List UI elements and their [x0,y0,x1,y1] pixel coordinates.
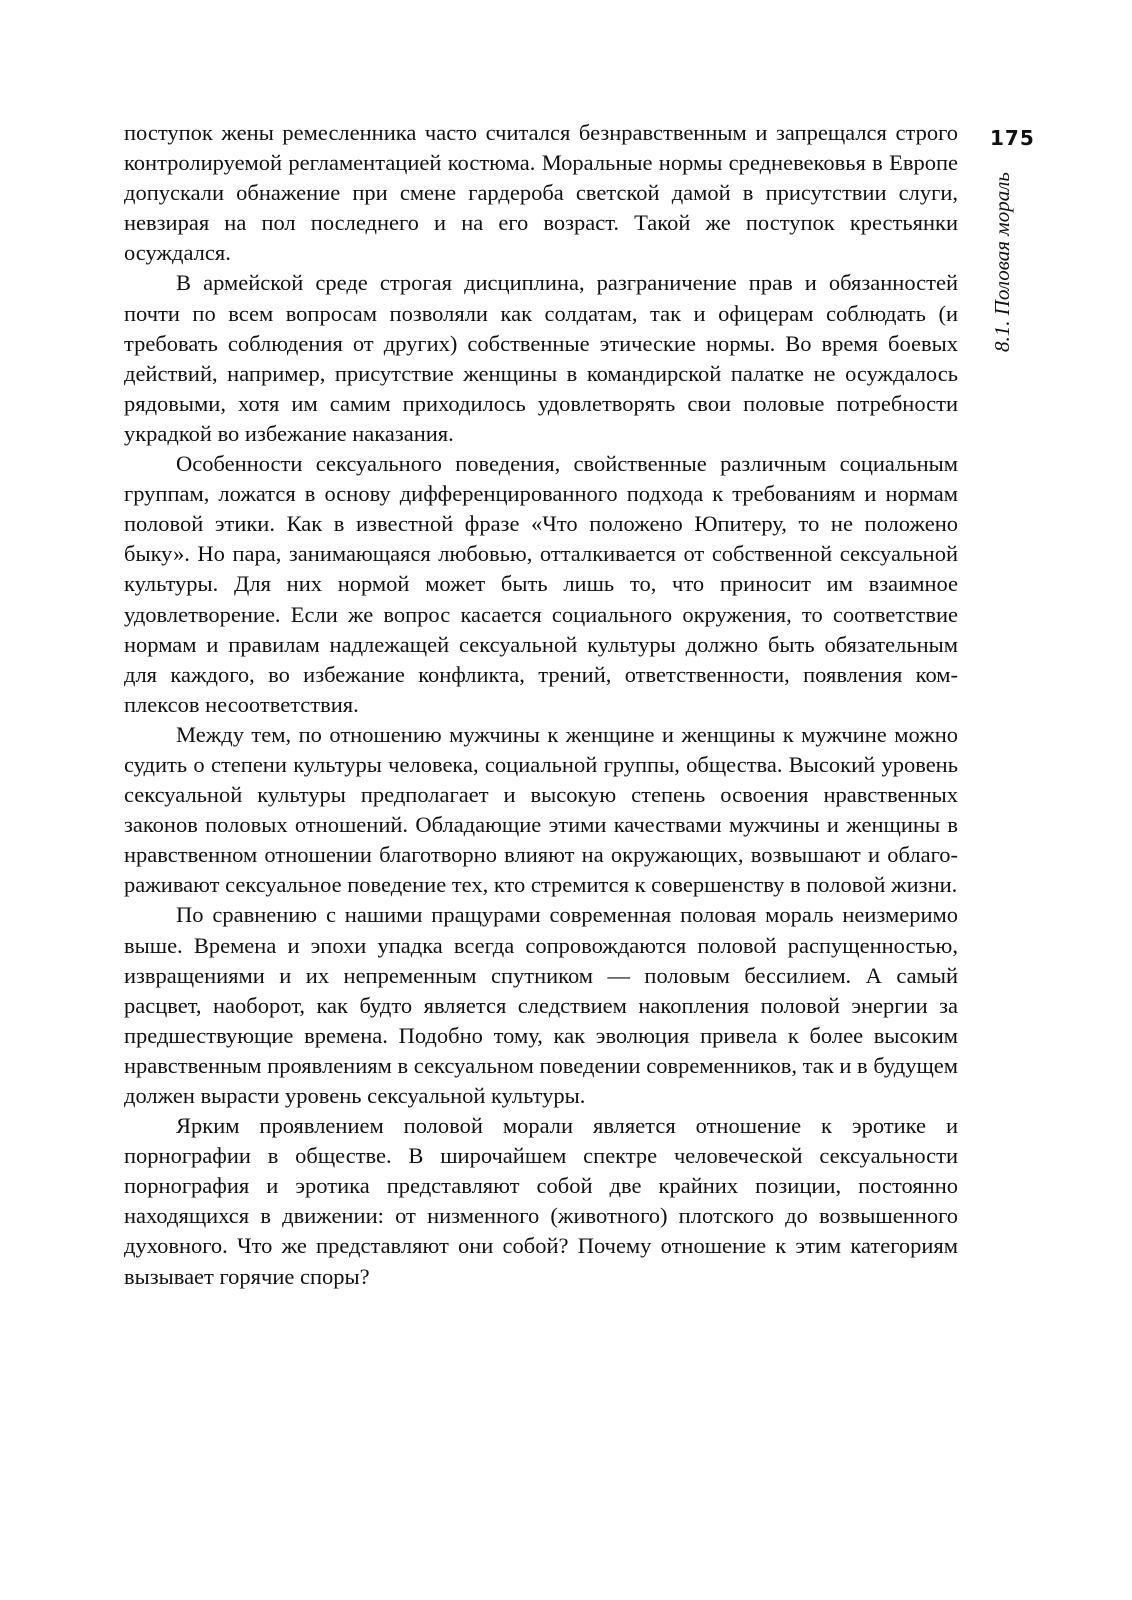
paragraph: В армейской среде строгая дисциплина, разграничение прав и обязанностей почти по всем вопросам позволяли как солдатам, так и офицерам соблюдать (и требовать соблюдения от других) собственные этические нормы. Во время боевых действий, например, присутствие женщины в командирской палатке не осуждалось рядовыми, хотя им самим приходилось удовлетворять свои половые потребности украдкой во избежание наказания. [124,270,958,446]
page-number: 175 [990,126,1035,150]
paragraph: поступок жены ремесленника часто считался безнравственным и запрещался строго контролируемой регламентацией костюма. Моральные нормы средневековья в Европе допускали обнажение при смене гардероба светской дамой в присутствии слуги, невзирая на пол последнего и на его возраст. Такой же поступок крестьянки осуждался. [124,120,958,266]
paragraph: Особенности сексуального поведения, свойственные различным социальным группам, ложатся в основу дифференцированного подхода к требованиям и нормам половой этики. Как в известной фразе «Что положено Юпитеру, то не положено быку». Но пара, занимающаяся любовью, отталкивается от собственной сексуальной культуры. Для них нормой может быть лишь то, что приносит им взаимное удовлетворение. Если же вопрос касается социального окружения, то соответствие нормам и правилам надлежащей сексуальной культуры должно быть обязательным для каждого, во избежание конфликта, трений, ответственности, появления комплексов несоответствия. [124,451,958,717]
paragraph: Ярким проявлением половой морали является отношение к эротике и порнографии в обществе. В широчайшем спектре человеческой сексуальности порнография и эротика представляют собой две крайних позиции, постоянно находящихся в движении: от низменного (животного) плотского до возвышенного духовного. Что же представляют они собой? Почему отношение к этим категориям вызывает горячие споры? [124,1113,958,1289]
body-text [124,118,958,1292]
running-head: 8.1. Половая мораль [990,172,1014,352]
paragraph: По сравнению с нашими пращурами современная половая мораль неизмеримо выше. Времена и эпохи упадка всегда сопровождаются половой распущенностью, извращениями и их непременным спутником — половым бессилием. А самый расцвет, наоборот, как будто является следствием накопления половой энергии за предшествующие времена. Подобно тому, как эволюция привела к более высоким нравственным проявлениям в сексуальном поведении современников, так и в будущем должен вырасти уровень сексуальной культуры. [124,902,958,1108]
paragraph: Между тем, по отношению мужчины к женщине и женщины к мужчине можно судить о степени культуры человека, социальной группы, общества. Высокий уровень сексуальной культуры предполагает и высокую степень освоения нравственных законов половых отношений. Обладающие этими качествами мужчины и женщины в нравственном отношении благотворно влияют на окружающих, возвышают и облагораживают сексуальное поведение тех, кто стремится к совершенству в половой жизни. [124,721,958,898]
